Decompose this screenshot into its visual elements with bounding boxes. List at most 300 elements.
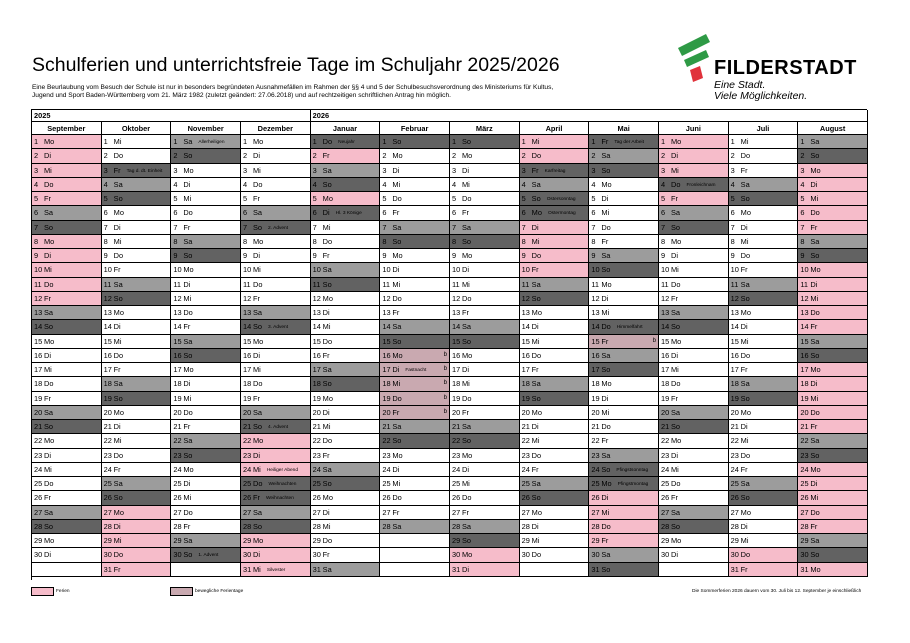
day-cell	[450, 221, 520, 235]
weekday: Sa	[322, 464, 332, 474]
day-number: 11	[312, 279, 321, 289]
day-cell	[380, 363, 450, 377]
weekday: Sa	[601, 450, 611, 460]
weekday: Mo	[462, 450, 473, 460]
weekday: Mi	[113, 236, 122, 246]
day-cell	[102, 377, 172, 391]
weekday: Mi	[113, 336, 122, 346]
weekday: Do	[740, 350, 751, 360]
day-cell	[171, 349, 241, 363]
weekday: Sa	[810, 436, 820, 446]
holiday-label: 2. Advent	[268, 225, 289, 231]
day-number: 21	[34, 422, 43, 431]
weekday: Mo	[44, 436, 55, 446]
day-number: 12	[312, 293, 321, 303]
weekday: Do	[322, 236, 333, 246]
day-number: 5	[173, 194, 178, 203]
day-number: 11	[34, 279, 42, 289]
day-number: 7	[521, 222, 526, 232]
day-number: 5	[103, 194, 108, 203]
weekday: Mo	[671, 236, 682, 246]
weekday: Di	[531, 521, 539, 531]
day-cell	[311, 320, 381, 334]
day-cell	[798, 263, 868, 277]
day-cell	[311, 335, 381, 349]
day-number: 26	[452, 493, 461, 503]
day-cell	[311, 206, 381, 220]
day-number: 3	[730, 165, 735, 175]
weekday: Sa	[113, 379, 123, 389]
day-number: 22	[591, 436, 600, 446]
weekday: Mi	[531, 536, 540, 545]
day-number: 10	[800, 265, 809, 275]
weekday: Mo	[183, 165, 194, 175]
weekday: Do	[322, 137, 333, 146]
day-number: 13	[103, 308, 112, 317]
day-cell	[798, 335, 868, 349]
day-cell	[520, 477, 590, 491]
day-cell	[311, 178, 381, 192]
day-number: 26	[173, 493, 182, 503]
weekday: So	[601, 165, 611, 175]
day-number: 20	[521, 407, 530, 417]
day-cell	[659, 335, 729, 349]
day-number: 6	[34, 208, 39, 218]
weekday: Mi	[322, 521, 331, 531]
day-number: 3	[382, 165, 387, 175]
day-number: 10	[173, 265, 182, 275]
day-number: 27	[591, 507, 600, 517]
weekday: Mo	[253, 236, 264, 246]
weekday: So	[462, 236, 472, 246]
weekday: Mi	[253, 265, 261, 275]
day-cell	[589, 534, 659, 548]
weekday: Di	[810, 279, 818, 289]
day-cell	[32, 278, 102, 292]
day-number: 12	[452, 293, 461, 303]
day-cell	[450, 335, 520, 349]
day-number: 9	[312, 251, 317, 260]
weekday: Di	[322, 208, 330, 218]
weekday: Fr	[44, 194, 51, 203]
day-cell	[171, 520, 241, 534]
bewegliche-marker: b	[443, 366, 447, 372]
weekday: Fr	[601, 536, 609, 545]
day-cell	[659, 449, 729, 463]
weekday: Mo	[44, 536, 55, 545]
day-number: 27	[452, 507, 461, 517]
day-number: 26	[730, 493, 739, 503]
day-number: 2	[173, 151, 178, 161]
day-cell	[241, 292, 311, 306]
day-number: 7	[800, 222, 805, 232]
weekday: Mo	[253, 336, 264, 346]
empty-cell	[380, 534, 450, 548]
month-header: April	[520, 122, 590, 135]
weekday: Do	[810, 308, 820, 317]
weekday: So	[322, 279, 332, 289]
day-cell	[380, 135, 450, 149]
weekday: So	[462, 436, 472, 446]
day-cell	[520, 192, 590, 206]
day-cell	[380, 235, 450, 249]
day-number: 15	[730, 336, 739, 346]
day-number: 30	[173, 550, 182, 560]
weekday: Mo	[322, 393, 333, 403]
day-cell	[32, 449, 102, 463]
weekday: Fr	[322, 350, 330, 360]
year-label-2026: 2026	[311, 110, 868, 122]
weekday: Di	[462, 165, 469, 175]
day-cell	[589, 377, 659, 391]
weekday: Mi	[740, 137, 749, 146]
day-number: 15	[452, 336, 461, 346]
day-number: 31	[800, 564, 809, 574]
day-number: 8	[382, 236, 387, 246]
weekday: Fr	[601, 436, 609, 446]
day-cell	[380, 520, 450, 534]
day-cell	[798, 135, 868, 149]
weekday: Mi	[44, 464, 52, 474]
weekday: Mo	[740, 208, 751, 218]
weekday: So	[322, 479, 332, 488]
day-cell	[659, 249, 729, 263]
weekday: Fr	[392, 507, 400, 517]
day-cell	[520, 420, 590, 434]
day-cell	[171, 235, 241, 249]
weekday: So	[531, 493, 541, 503]
day-number: 20	[661, 407, 670, 417]
day-cell	[102, 506, 172, 520]
day-number: 7	[34, 222, 39, 232]
day-number: 15	[34, 336, 43, 346]
day-cell	[520, 292, 590, 306]
day-number: 1	[243, 137, 248, 146]
day-cell	[659, 178, 729, 192]
weekday: So	[671, 422, 681, 431]
day-cell	[241, 164, 311, 178]
month-header: Mai	[589, 122, 659, 135]
weekday: Sa	[322, 365, 332, 374]
weekday: Fr	[253, 393, 260, 403]
day-number: 26	[591, 493, 600, 503]
weekday: Mo	[601, 379, 612, 389]
day-cell	[311, 491, 381, 505]
weekday: Mi	[392, 379, 401, 389]
day-number: 25	[591, 479, 600, 488]
weekday: So	[601, 464, 611, 474]
weekday: Mi	[740, 536, 749, 545]
day-cell	[102, 463, 172, 477]
day-cell	[659, 149, 729, 163]
holiday-label: 4. Advent	[268, 425, 289, 430]
weekday: Di	[810, 179, 818, 189]
day-cell	[311, 406, 381, 420]
day-cell	[729, 534, 799, 548]
day-cell	[520, 534, 590, 548]
weekday: So	[392, 137, 402, 146]
day-cell	[450, 534, 520, 548]
day-cell	[171, 477, 241, 491]
weekday: Di	[810, 379, 818, 389]
day-cell	[659, 406, 729, 420]
weekday: Sa	[671, 208, 681, 218]
weekday: Mo	[113, 208, 124, 218]
weekday: Do	[392, 493, 402, 503]
weekday: Mo	[671, 436, 682, 446]
weekday: Sa	[392, 521, 402, 531]
day-number: 13	[591, 308, 600, 317]
weekday: Fr	[183, 521, 191, 531]
day-number: 23	[312, 450, 321, 460]
day-number: 12	[382, 293, 391, 303]
weekday: Di	[392, 265, 400, 275]
day-number: 20	[591, 407, 600, 417]
day-number: 19	[661, 393, 670, 403]
holiday-label: Allerheiligen	[198, 140, 225, 145]
weekday: Mi	[740, 436, 749, 446]
weekday: Mi	[740, 236, 749, 246]
day-cell	[729, 135, 799, 149]
day-cell	[311, 221, 381, 235]
weekday: Di	[462, 365, 469, 374]
weekday: So	[113, 393, 123, 403]
day-cell	[450, 449, 520, 463]
weekday: Do	[44, 279, 54, 289]
weekday: Mo	[810, 265, 821, 275]
day-cell	[659, 548, 729, 562]
weekday: Di	[113, 222, 121, 232]
day-cell	[241, 221, 311, 235]
day-cell	[102, 420, 172, 434]
weekday: Do	[113, 350, 124, 360]
day-number: 23	[800, 450, 809, 460]
day-number: 30	[103, 550, 112, 560]
day-number: 30	[243, 550, 252, 560]
weekday: Fr	[113, 365, 121, 374]
day-cell	[102, 349, 172, 363]
day-number: 19	[173, 393, 182, 403]
day-cell	[520, 249, 590, 263]
day-number: 15	[243, 336, 252, 346]
weekday: Di	[671, 151, 678, 161]
weekday: Di	[44, 550, 51, 560]
holiday-label: Pfingstmontag	[617, 482, 649, 487]
day-cell	[241, 278, 311, 292]
day-number: 24	[452, 464, 461, 474]
weekday: Fr	[671, 493, 678, 503]
weekday: Fr	[253, 293, 260, 303]
bewegliche-marker: b	[443, 408, 447, 415]
day-number: 13	[800, 308, 809, 317]
day-number: 3	[103, 165, 108, 175]
weekday: Fr	[392, 407, 400, 417]
day-number: 1	[382, 137, 387, 146]
day-cell	[311, 278, 381, 292]
day-cell	[520, 406, 590, 420]
day-cell	[311, 135, 381, 149]
day-cell	[450, 520, 520, 534]
day-number: 20	[382, 407, 391, 417]
day-number: 25	[173, 479, 182, 488]
day-cell	[589, 149, 659, 163]
bewegliche-marker: b	[652, 337, 656, 344]
holiday-label: Himmelfahrt	[616, 325, 643, 331]
weekday: Fr	[44, 493, 51, 503]
day-cell	[798, 420, 868, 434]
day-number: 9	[800, 251, 805, 260]
weekday: Mo	[44, 236, 55, 246]
legend-ferien-label: Ferien	[56, 589, 70, 594]
day-cell	[102, 548, 172, 562]
day-cell	[798, 406, 868, 420]
weekday: Mi	[531, 236, 540, 246]
holiday-label: Tag d. dt. Einheit	[126, 168, 163, 174]
day-cell	[311, 434, 381, 448]
weekday: Mo	[253, 536, 264, 545]
weekday: Fr	[671, 293, 678, 303]
day-cell	[241, 320, 311, 334]
day-number: 17	[382, 365, 391, 374]
holiday-label: Heiliger Abend	[266, 467, 299, 473]
day-cell	[450, 420, 520, 434]
day-cell	[171, 292, 241, 306]
day-number: 5	[521, 194, 526, 203]
weekday: Mi	[113, 436, 122, 446]
day-number: 18	[800, 379, 809, 389]
day-number: 13	[243, 308, 252, 317]
day-cell	[589, 249, 659, 263]
day-cell	[102, 292, 172, 306]
day-cell	[102, 449, 172, 463]
day-cell	[798, 377, 868, 391]
day-number: 12	[243, 293, 252, 303]
day-cell	[380, 278, 450, 292]
day-cell	[32, 164, 102, 178]
weekday: Di	[531, 222, 539, 232]
day-cell	[380, 406, 450, 420]
weekday: So	[671, 322, 681, 332]
day-number: 18	[730, 379, 739, 389]
weekday: Sa	[322, 265, 332, 275]
day-number: 25	[452, 479, 461, 488]
weekday: Di	[462, 564, 469, 574]
weekday: Mo	[531, 407, 542, 417]
holiday-label: 3. Advent	[268, 325, 289, 331]
weekday: Di	[322, 507, 330, 517]
day-cell	[32, 249, 102, 263]
day-number: 4	[730, 179, 735, 189]
weekday: So	[671, 521, 681, 531]
weekday: Sa	[44, 208, 54, 218]
weekday: Mi	[113, 536, 122, 545]
day-cell	[380, 449, 450, 463]
day-cell	[171, 278, 241, 292]
day-number: 2	[661, 151, 666, 161]
day-cell	[729, 420, 799, 434]
legend-bewegliche-label: bewegliche Ferientage	[195, 589, 244, 594]
weekday: So	[740, 493, 750, 503]
day-number: 18	[452, 379, 461, 389]
day-number: 14	[382, 322, 391, 332]
day-number: 16	[312, 350, 321, 360]
day-number: 21	[661, 422, 670, 431]
weekday: Do	[671, 379, 681, 389]
weekday: Fr	[113, 564, 121, 574]
day-number: 23	[243, 450, 252, 460]
weekday: So	[253, 422, 263, 431]
day-cell	[798, 520, 868, 534]
day-number: 18	[103, 379, 112, 389]
weekday: Mo	[601, 179, 612, 189]
day-number: 28	[173, 521, 182, 531]
day-cell	[589, 278, 659, 292]
weekday: Mi	[253, 464, 261, 474]
day-number: 24	[103, 464, 112, 474]
day-number: 16	[661, 350, 670, 360]
day-cell	[450, 363, 520, 377]
day-number: 25	[243, 479, 252, 488]
weekday: Di	[44, 450, 51, 460]
day-cell	[32, 221, 102, 235]
day-number: 17	[661, 365, 670, 374]
day-number: 10	[452, 265, 461, 275]
day-number: 15	[312, 336, 321, 346]
weekday: Di	[601, 293, 609, 303]
day-number: 5	[34, 194, 39, 203]
day-number: 10	[243, 265, 252, 275]
weekday: Mi	[462, 379, 470, 389]
weekday: Mo	[322, 194, 333, 203]
day-number: 16	[730, 350, 739, 360]
day-number: 23	[591, 450, 600, 460]
day-cell	[311, 192, 381, 206]
day-cell	[241, 349, 311, 363]
day-cell	[171, 221, 241, 235]
day-cell	[171, 420, 241, 434]
day-cell	[589, 363, 659, 377]
day-cell	[102, 406, 172, 420]
day-number: 14	[312, 322, 321, 332]
weekday: Mo	[671, 336, 682, 346]
day-cell	[589, 520, 659, 534]
day-number: 6	[661, 208, 666, 218]
day-number: 14	[591, 322, 600, 332]
day-number: 21	[312, 422, 321, 431]
logo-slogan-line2: Viele Möglichkeiten.	[714, 90, 808, 102]
weekday: Mi	[671, 265, 679, 275]
day-number: 25	[661, 479, 670, 488]
day-cell	[798, 349, 868, 363]
weekday: Di	[671, 251, 678, 260]
day-cell	[520, 320, 590, 334]
weekday: Do	[601, 422, 611, 431]
day-cell	[589, 192, 659, 206]
weekday: So	[810, 450, 820, 460]
day-cell	[311, 164, 381, 178]
day-cell	[102, 477, 172, 491]
weekday: Di	[601, 493, 609, 503]
holiday-label: Karfreitag	[544, 168, 566, 174]
weekday: Do	[113, 251, 124, 260]
day-cell	[380, 377, 450, 391]
weekday: Do	[113, 151, 124, 161]
day-number: 22	[34, 436, 43, 446]
weekday: Do	[810, 407, 820, 417]
day-number: 8	[591, 236, 596, 246]
weekday: Mi	[531, 436, 540, 446]
day-number: 26	[661, 493, 670, 503]
